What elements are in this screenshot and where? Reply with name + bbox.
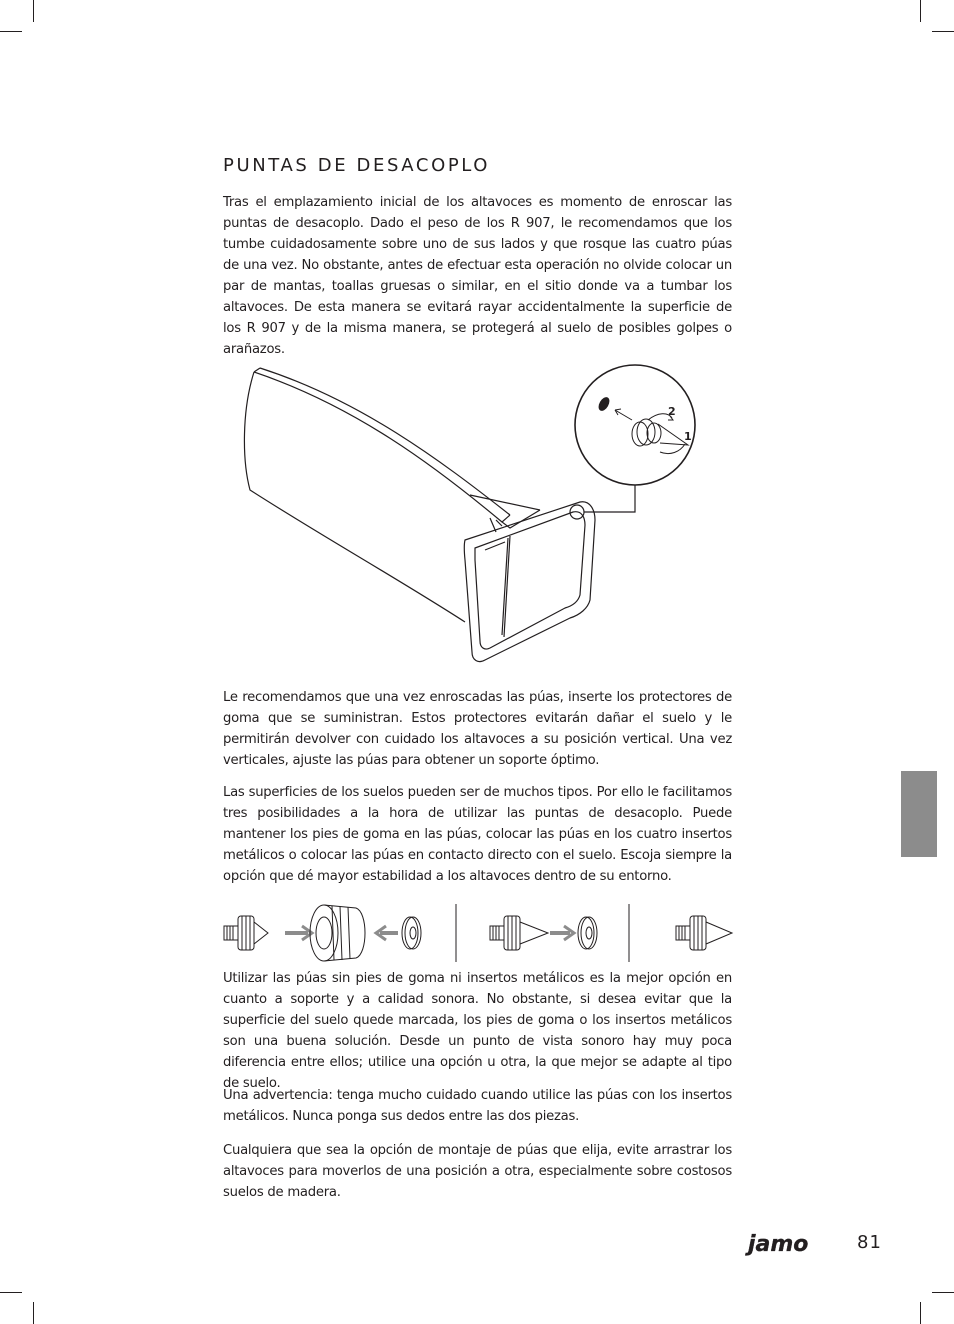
paragraph-intro: Tras el emplazamiento inicial de los altavoces es momento de enroscar las puntas de desacoplo. Dado el peso de los R 907, le recomendamos que los tumbe cuidadosamente sobre uno de sus lados y que rosque las cuatro púas de una vez. No obstante, antes de efectuar esta operación no olvide colocar un par de mantas, toallas gruesas o similar, en el sitio donde va a tumbar los altavoces. De esta manera se evitará rayar accidentalmente la superficie de los R 907 y de la misma manera, se protegerá al suelo de posibles golpes o arañazos. [223, 195, 732, 357]
section-tab [901, 771, 937, 857]
crop-mark [920, 1302, 921, 1324]
paragraph-sound-quality: Utilizar las púas sin pies de goma ni insertos metálicos es la mejor opción en cuanto a soporte y a calidad sonora. No obstante, si desea evitar que la superficie del suelo quede marcada, los pies de goma o los insertos metálicos son una buena solución. Desde un punto de vista sonoro hay muy poca diferencia entre ellos; utilice una opción u otra, la que mejor se adapte al tipo de suelo. [223, 971, 732, 1091]
paragraph-floor-options: Las superficies de los suelos pueden ser de muchos tipos. Por ello le facilitamos tres posibilidades a la hora de utilizar las puntas de desacoplo. Puede mantener los pies de goma en las púas, colocar las púas en los cuatro insertos metálicos o colocar las púas en contacto directo con el suelo. Escoja siempre la opción que dé mayor estabilidad a los altavoces dentro de su entorno. [223, 785, 732, 884]
paragraph-protectors: Le recomendamos que una vez enroscadas las púas, inserte los protectores de goma que se suministran. Estos protectores evitarán dañar el suelo y le permitirán devolver con cuidado los altavoces a su posición vertical. Una vez verticales, ajuste las púas para obtener un soporte óptimo. [223, 690, 732, 768]
crop-mark [33, 0, 34, 22]
callout-label-1: 1 [684, 430, 692, 443]
crop-mark [0, 31, 22, 32]
callout-label-2: 2 [668, 405, 676, 418]
paragraph-warning: Una advertencia: tenga mucho cuidado cuando utilice las púas con los insertos metálicos. Nunca ponga sus dedos entre las dos piezas. [223, 1088, 732, 1124]
crop-mark [0, 1292, 22, 1293]
page-number: 81 [857, 1232, 882, 1253]
paragraph-moving: Cualquiera que sea la opción de montaje de púas que elija, evite arrastrar los altavoces para moverlos de una posición a otra, especialmente sobre costosos suelos de madera. [223, 1143, 732, 1200]
crop-mark [33, 1302, 34, 1324]
crop-mark [920, 0, 921, 22]
speaker-illustration [240, 360, 710, 665]
crop-mark [932, 31, 954, 32]
page-title: PUNTAS DE DESACOPLO [223, 155, 491, 176]
crop-mark [932, 1292, 954, 1293]
spike-options-illustration [220, 900, 740, 966]
jamo-logo: jamo [748, 1232, 809, 1257]
